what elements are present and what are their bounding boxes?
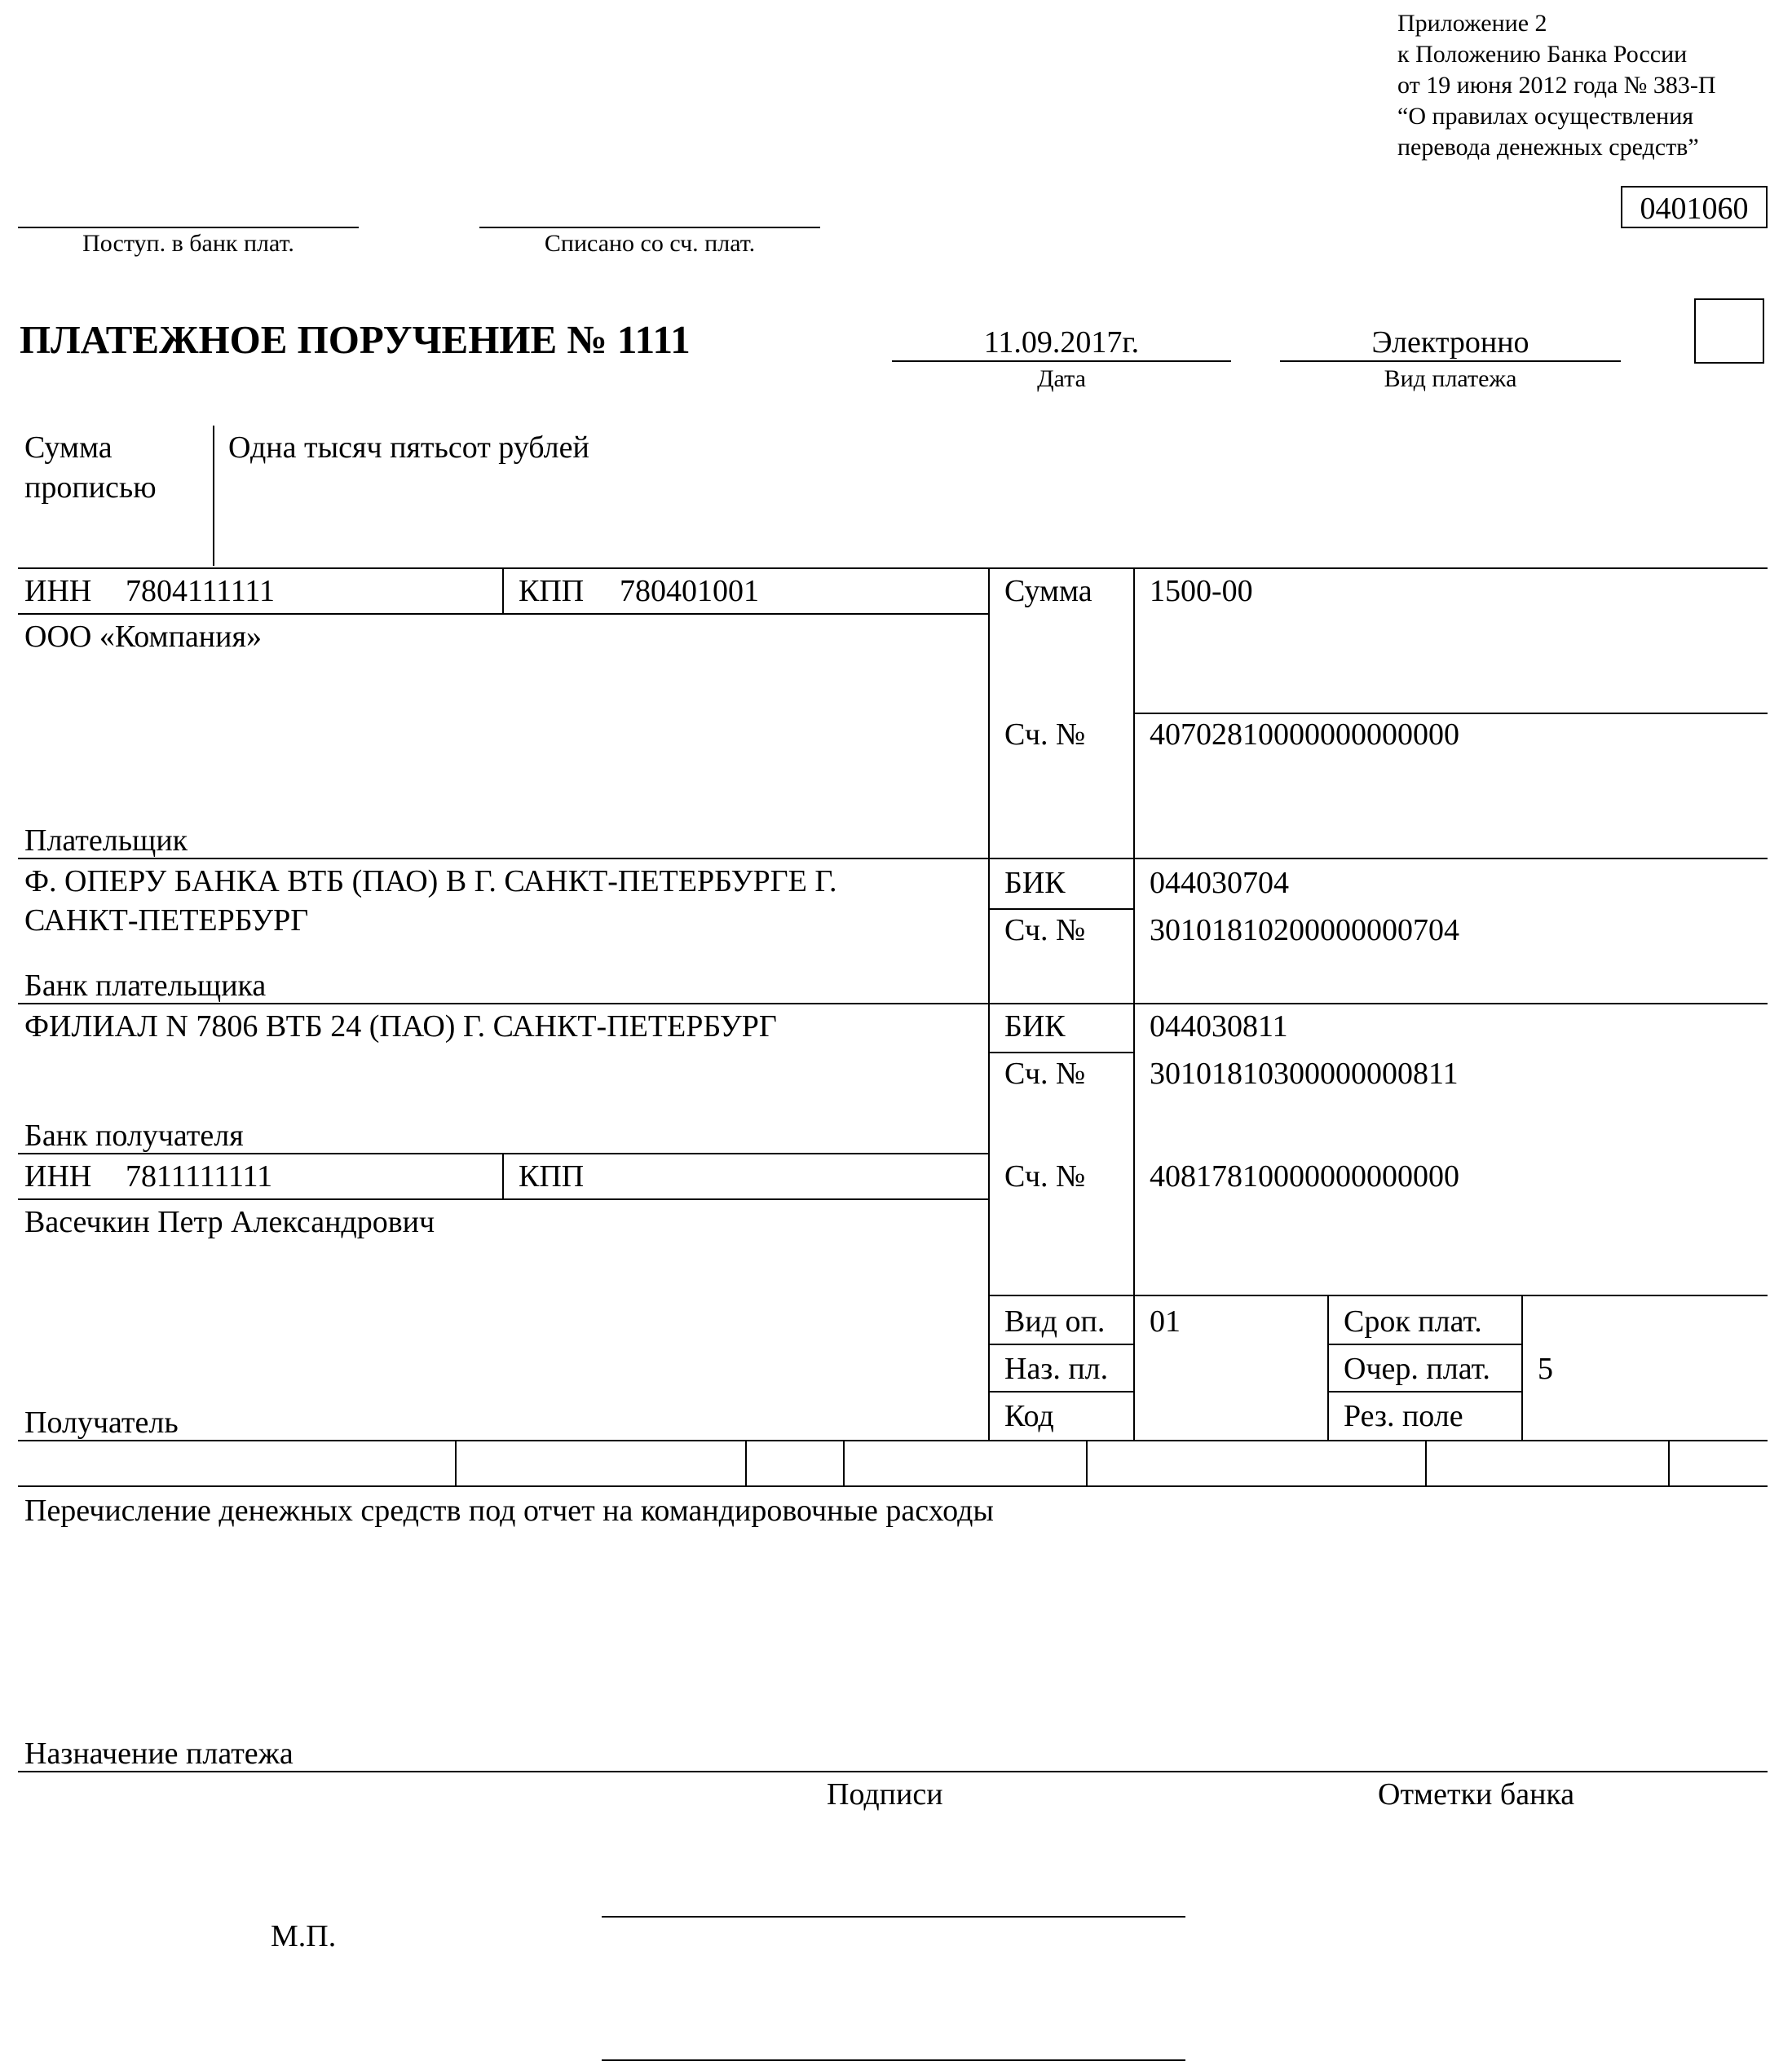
debited-label: Списано со сч. плат. [544, 230, 756, 257]
received-label: Поступ. в банк плат. [82, 230, 294, 257]
payer-bank-account-label: Сч. № [1004, 913, 1086, 947]
appendix-line-4: “О правилах осуществления [1397, 103, 1694, 130]
payee-label: Получатель [24, 1406, 179, 1440]
amount-words-label-2: прописью [24, 470, 157, 505]
appendix-line-1: Приложение 2 [1397, 10, 1547, 37]
stamp-label: М.П. [271, 1919, 337, 1953]
payee-bank-bik-label: БИК [1004, 1009, 1066, 1044]
grid-line [1425, 1440, 1427, 1487]
due-label: Срок плат. [1344, 1304, 1482, 1339]
priority-label: Очер. плат. [1344, 1352, 1490, 1386]
page-title: ПЛАТЕЖНОЕ ПОРУЧЕНИЕ № 1111 [20, 317, 691, 362]
payer-kpp-label: КПП [519, 574, 585, 608]
appendix-line-5: перевода денежных средств” [1397, 134, 1699, 161]
payer-bank-account: 30101810200000000704 [1150, 913, 1459, 947]
payee-bank-account-label: Сч. № [1004, 1057, 1086, 1091]
payer-bank-name-line-2: САНКТ-ПЕТЕРБУРГ [24, 903, 309, 938]
payer-bank-label: Банк плательщика [24, 969, 267, 1003]
bank-marks-label: Отметки банка [1378, 1777, 1575, 1812]
debited-date-line[interactable] [479, 227, 820, 228]
op-type: 01 [1150, 1304, 1181, 1339]
payee-account: 40817810000000000000 [1150, 1159, 1459, 1194]
grid-line [988, 1344, 1133, 1345]
form-code: 0401060 [1640, 192, 1749, 226]
grid-line [843, 1440, 845, 1487]
payer-account-label: Сч. № [1004, 717, 1086, 752]
appendix-line-3: от 19 июня 2012 года № 383-П [1397, 72, 1716, 99]
payer-sum: 1500-00 [1150, 574, 1253, 608]
appendix-line-2: к Положению Банка России [1397, 41, 1688, 68]
date-line [892, 360, 1231, 362]
payer-inn: 7804111111 [126, 574, 275, 608]
payee-account-label: Сч. № [1004, 1159, 1086, 1194]
amount-words-value: Одна тысяч пятьсот рублей [228, 430, 589, 465]
payer-name: ООО «Компания» [24, 620, 262, 654]
purpose-code-label: Наз. пл. [1004, 1352, 1109, 1386]
amount-words-divider [213, 426, 214, 566]
grid-line [502, 1153, 504, 1200]
grid-line [745, 1440, 747, 1487]
payee-kpp-label: КПП [519, 1159, 585, 1194]
payer-bank-name-line-1: Ф. ОПЕРУ БАНКА ВТБ (ПАО) В Г. САНКТ-ПЕТЕРБУРГЕ Г. [24, 864, 837, 898]
signatures-label: Подписи [827, 1777, 943, 1812]
priority: 5 [1538, 1352, 1553, 1386]
payer-sum-label: Сумма [1004, 574, 1092, 608]
grid-line [1133, 567, 1135, 1441]
payee-bank-account: 30101810300000000811 [1150, 1057, 1459, 1091]
received-date-line[interactable] [18, 227, 359, 228]
grid-line [988, 1391, 1133, 1393]
grid-line [1086, 1440, 1088, 1487]
payer-label: Плательщик [24, 823, 188, 858]
grid-line [18, 1771, 1768, 1772]
grid-line [18, 567, 1768, 569]
date-label: Дата [1037, 365, 1086, 392]
payer-account: 40702810000000000000 [1150, 717, 1459, 752]
grid-line [18, 1485, 1768, 1487]
grid-line [1327, 1391, 1521, 1393]
grid-line [988, 1052, 1133, 1053]
payer-bank-bik-label: БИК [1004, 866, 1066, 900]
payer-status-box[interactable] [1694, 298, 1764, 364]
payer-bank-bik: 044030704 [1150, 866, 1289, 900]
payee-inn-label: ИНН [24, 1159, 92, 1194]
payment-type-label: Вид платежа [1384, 365, 1517, 392]
payee-bank-name: ФИЛИАЛ N 7806 ВТБ 24 (ПАО) Г. САНКТ-ПЕТЕРБУРГ [24, 1009, 777, 1044]
payee-inn: 7811111111 [126, 1159, 273, 1194]
date-value: 11.09.2017г. [983, 325, 1140, 360]
grid-line [1327, 1344, 1521, 1345]
grid-line [18, 1440, 1768, 1441]
grid-line [502, 567, 504, 615]
grid-line [1521, 1295, 1523, 1441]
payee-name: Васечкин Петр Александрович [24, 1205, 435, 1239]
grid-line [455, 1440, 457, 1487]
grid-line [1668, 1440, 1670, 1487]
payment-type-value: Электронно [1371, 325, 1529, 360]
payee-bank-bik: 044030811 [1150, 1009, 1288, 1044]
grid-line [1327, 1295, 1329, 1441]
signature-line-2[interactable] [602, 2059, 1185, 2061]
grid-line [1133, 713, 1768, 714]
code-label: Код [1004, 1399, 1054, 1433]
grid-line [988, 567, 990, 1441]
reserve-label: Рез. поле [1344, 1399, 1463, 1433]
purpose-label: Назначение платежа [24, 1737, 294, 1771]
payee-bank-label: Банк получателя [24, 1119, 244, 1153]
op-type-label: Вид оп. [1004, 1304, 1106, 1339]
amount-words-label-1: Сумма [24, 430, 113, 465]
grid-line [988, 1295, 1768, 1296]
grid-line [18, 1003, 1768, 1004]
signature-line-1[interactable] [602, 1916, 1185, 1918]
purpose-text: Перечисление денежных средств под отчет на командировочные расходы [24, 1494, 994, 1528]
grid-line [988, 908, 1133, 910]
payment-type-line [1280, 360, 1621, 362]
form-code-box [1621, 186, 1768, 228]
grid-line [18, 858, 1768, 859]
payer-inn-label: ИНН [24, 574, 92, 608]
payer-kpp: 780401001 [620, 574, 759, 608]
